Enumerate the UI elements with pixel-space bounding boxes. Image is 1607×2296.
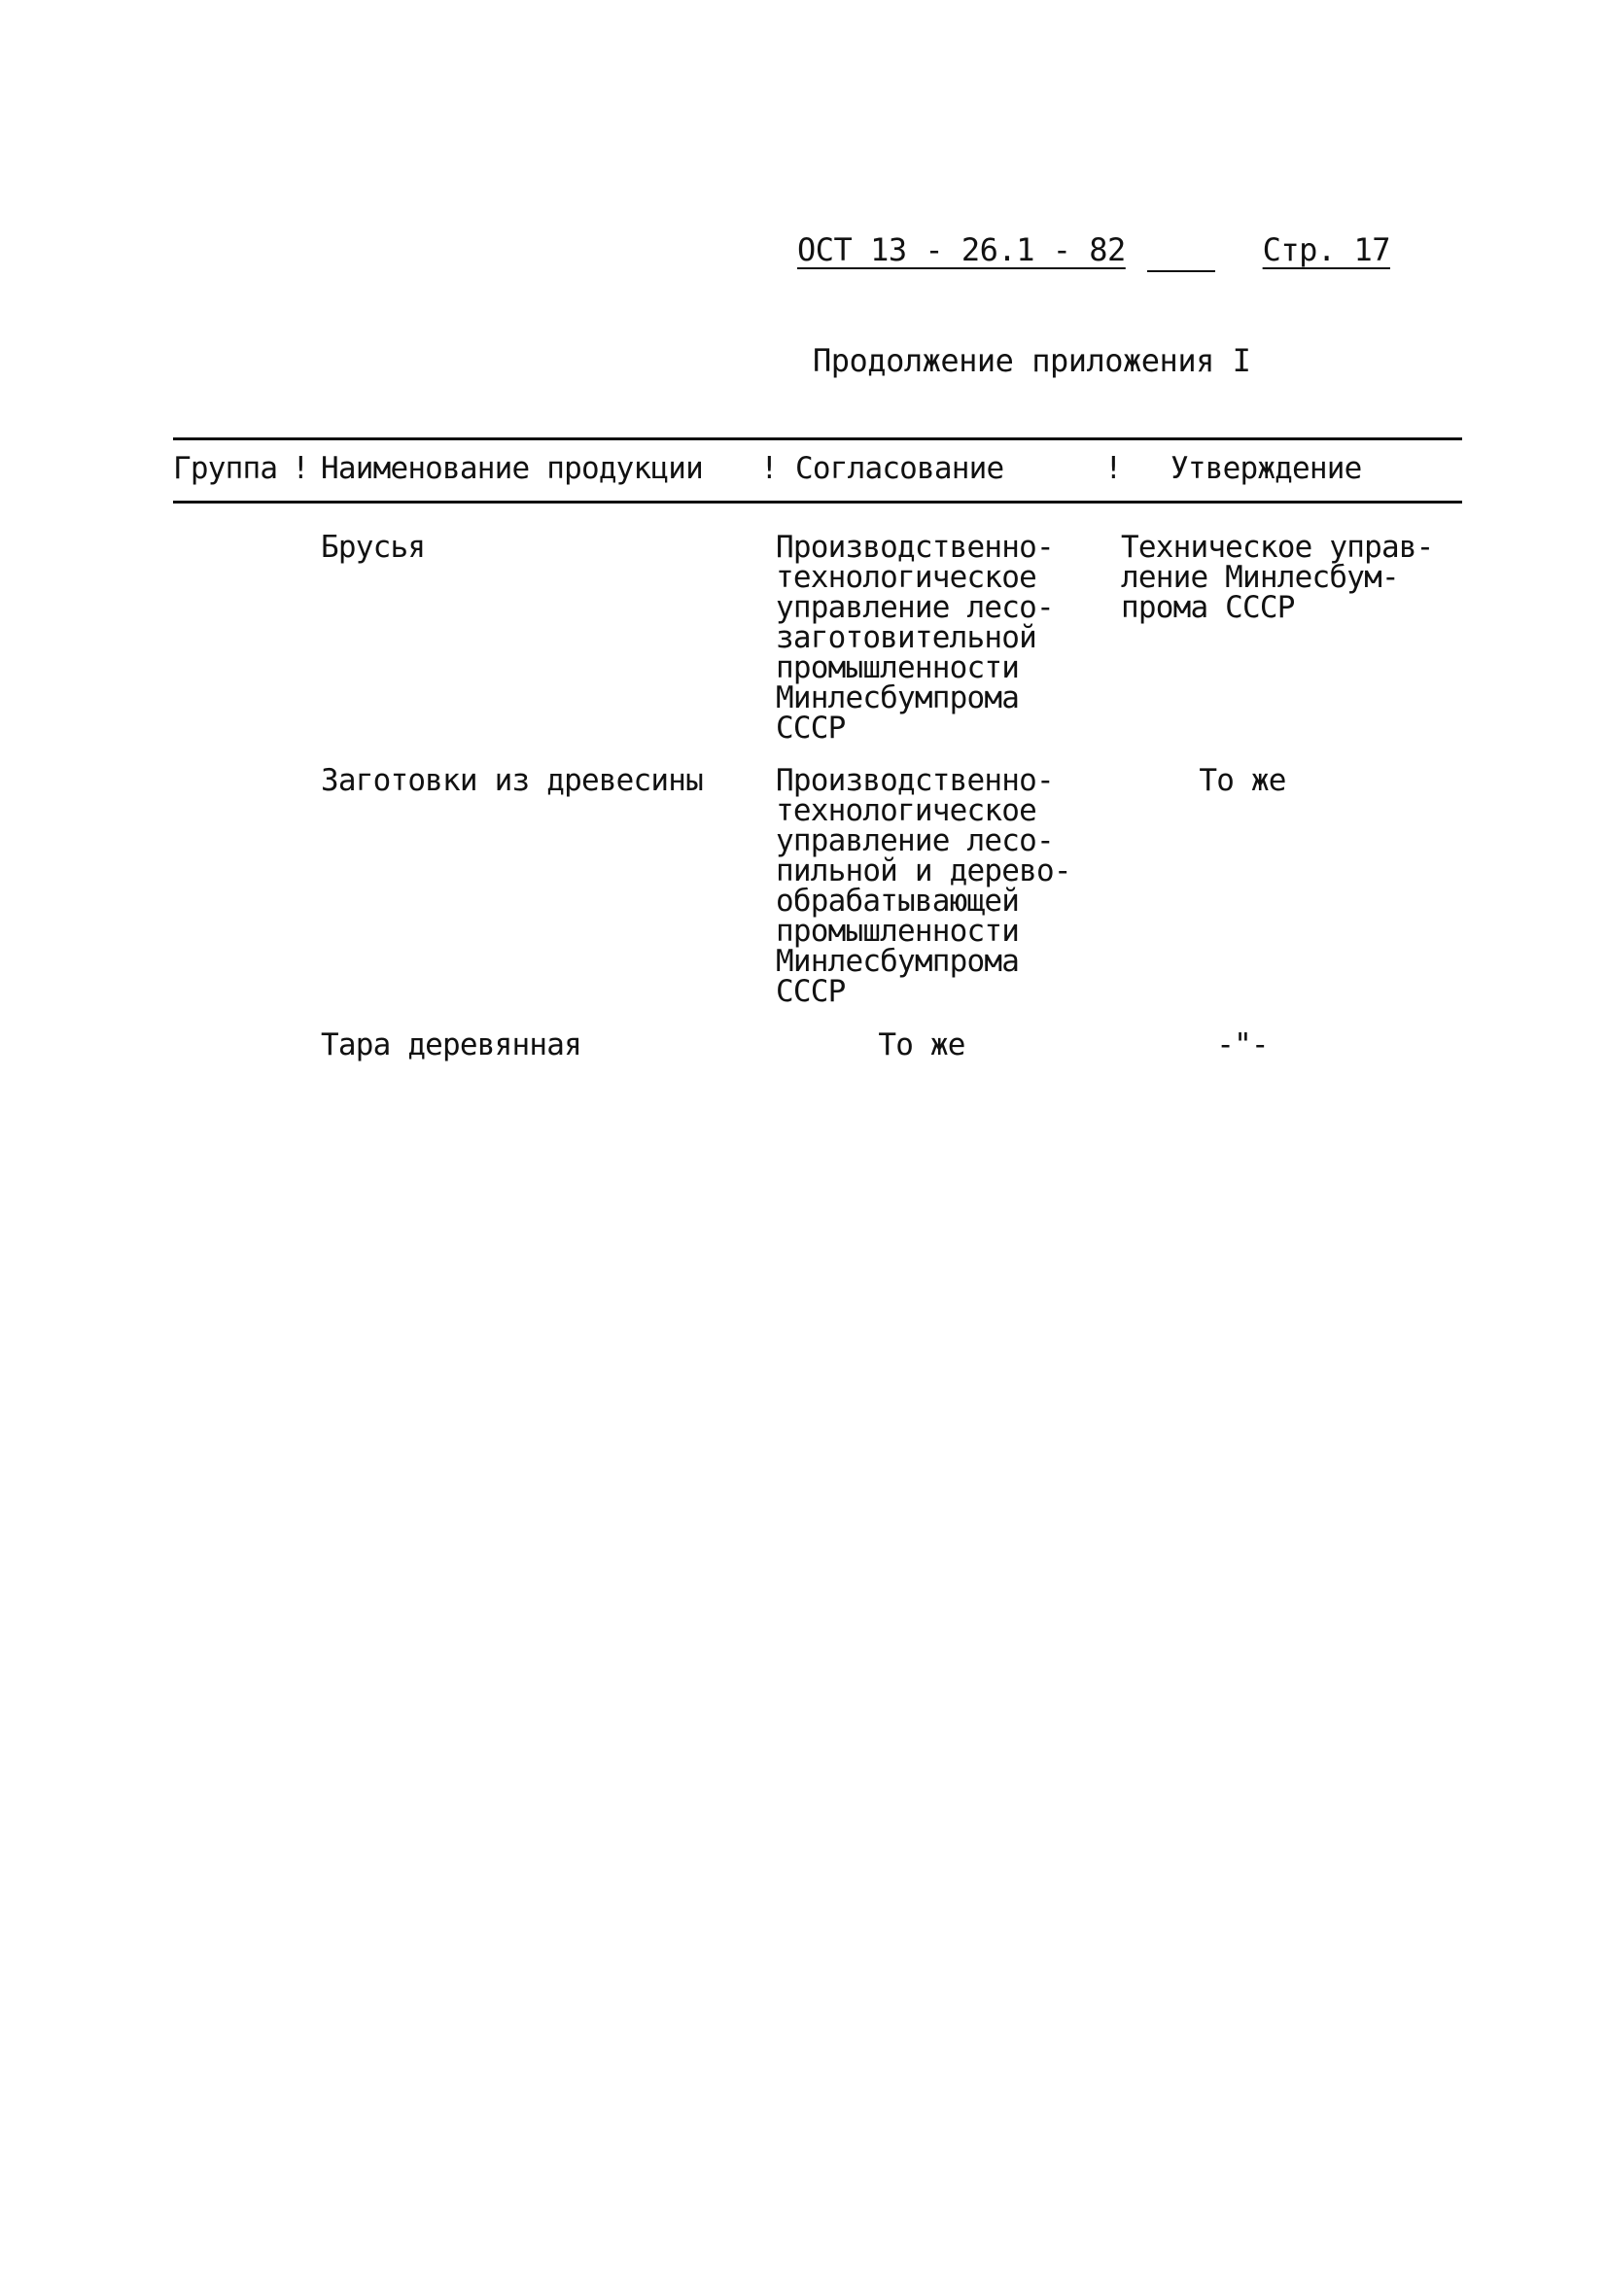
- page-header: [797, 231, 1390, 272]
- document-code: ОСТ 13 - 26.1 - 82: [797, 231, 1126, 268]
- row-3-agreement: То же: [878, 1027, 965, 1062]
- row-3-approval: -"-: [1216, 1027, 1269, 1062]
- row-1-agreement: Производственно- технологическое управление лесо- заготовительной промышленности Минлесбумпрома СССР: [776, 530, 1054, 746]
- table-header-rule: [173, 501, 1462, 504]
- column-separator: !: [292, 451, 309, 486]
- column-header-name: Наименование продукции: [321, 451, 703, 486]
- table-top-rule: [173, 437, 1462, 440]
- continuation-title: Продолжение приложения I: [813, 342, 1251, 379]
- column-header-group: Группа: [173, 451, 278, 486]
- row-1-approval: Техническое управ- ление Минлесбум- прома СССР: [1121, 530, 1434, 625]
- column-separator: !: [1104, 451, 1122, 486]
- row-2-approval: То же: [1199, 763, 1286, 798]
- column-separator: !: [760, 451, 778, 486]
- row-1-name: Брусья: [321, 530, 426, 565]
- column-header-approval: Утверждение: [1170, 451, 1362, 486]
- header-underline: [1147, 270, 1215, 272]
- page-number: Стр. 17: [1262, 231, 1390, 268]
- row-2-name: Заготовки из древесины: [321, 763, 703, 798]
- row-3-name: Тара деревянная: [321, 1027, 581, 1062]
- row-2-agreement: Производственно- технологическое управление лесо- пильной и дерево- обрабатывающей промышленности Минлесбумпрома СССР: [776, 763, 1071, 1009]
- column-header-agreement: Согласование: [795, 451, 1004, 486]
- table-header: [0, 451, 1607, 494]
